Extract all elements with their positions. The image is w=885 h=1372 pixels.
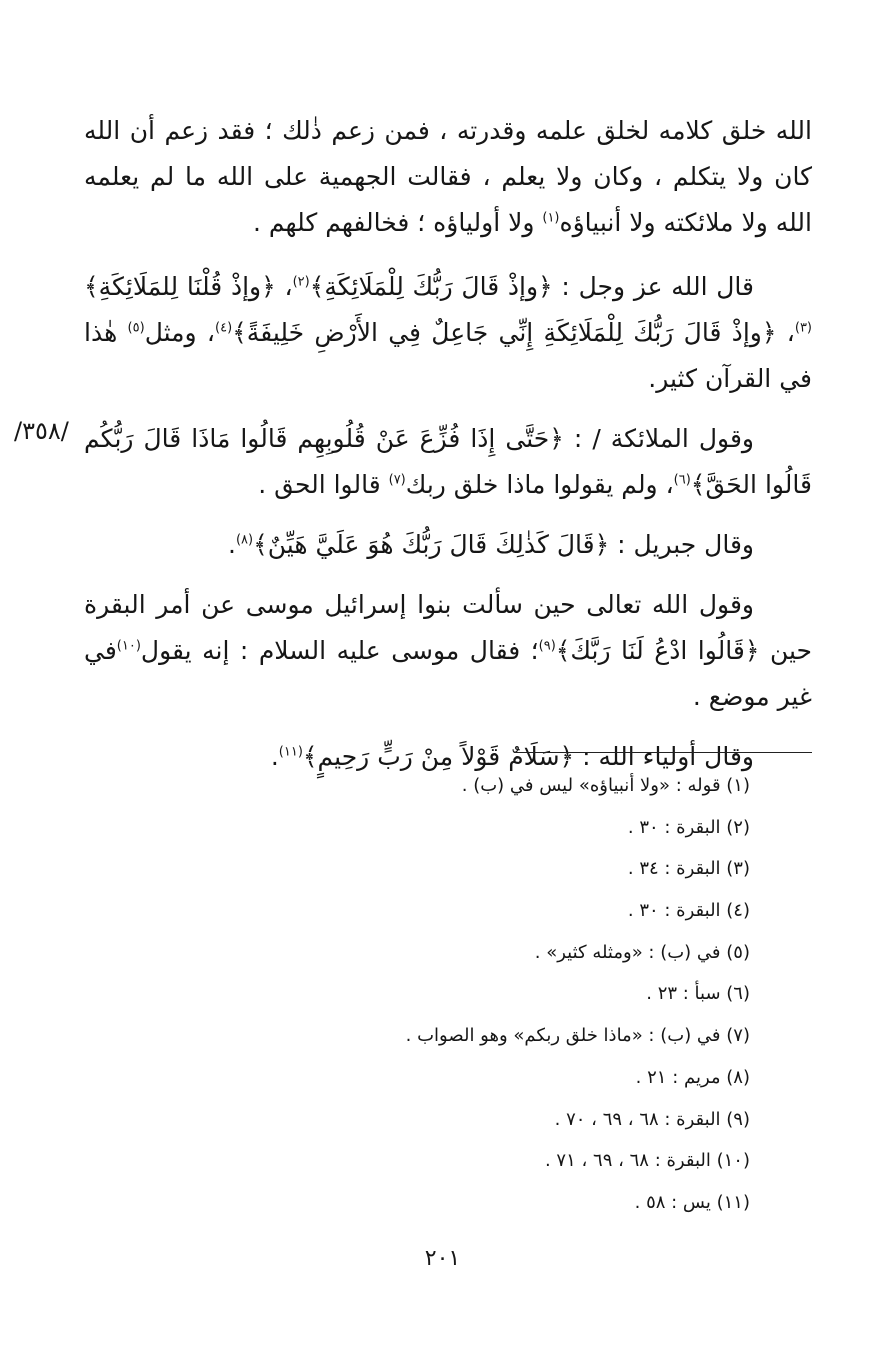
text-run: وقول الله تعالى حين سألت بنوا إسرائيل موسى عن أمر البقرة حين ﴿قَالُوا ادْعُ لَنَا رَبَّكَ﴾ (84, 590, 812, 665)
paragraph (84, 416, 812, 508)
footnote: (٦) سبأ : ٢٣ . (646, 983, 750, 1005)
text-run: قال الله عز وجل : ﴿وإذْ قَالَ رَبُّكَ لِلْمَلَائِكَةِ﴾ (309, 272, 754, 301)
footnote-separator (514, 752, 812, 753)
footnote: (٣) البقرة : ٣٤ . (627, 858, 750, 880)
paragraph (84, 264, 812, 402)
paragraph (84, 522, 812, 568)
footnotes-list (190, 768, 750, 1227)
footnote-reference: (١١) (278, 744, 303, 760)
text-run: قالوا الحق . (258, 470, 389, 499)
page-number: ٢٠١ (424, 1246, 461, 1271)
text-run: ؛ فقال موسى عليه السلام : إنه يقول (140, 636, 539, 665)
footnote: (١) قوله : «ولا أنبياؤه» ليس في (ب) . (461, 775, 750, 796)
text-run: ، ومثل (144, 318, 215, 347)
footnote-reference: (٧) (388, 472, 406, 488)
footnote: (٩) البقرة : ٦٨ ، ٦٩ ، ٧٠ . (554, 1108, 750, 1130)
text-run: وقال أولياء الله : ﴿سَلَامٌ قَوْلاً مِنْ رَبٍّ رَحِيمٍ﴾ (302, 742, 754, 771)
footnote-reference: (٨) (235, 532, 254, 548)
footnote: (٥) في (ب) : «ومثله كثير» . (534, 941, 750, 963)
footnote-reference: (٦) (673, 472, 691, 488)
footnote-reference: (٥) (127, 320, 145, 336)
main-text (84, 108, 812, 794)
text-run: ولا أولياؤه ؛ فخالفهم كلهم . (253, 208, 543, 237)
text-run: . (270, 742, 279, 771)
footnote-reference: (١٠) (116, 638, 141, 654)
footnote: (١١) يس : ٥٨ . (634, 1191, 750, 1213)
text-run: الله خلق كلامه لخلق علمه وقدرته ، فمن زعم ذٰلك ؛ فقد زعم أن الله كان ولا يتكلم ، وكان ولا يعلم ، فقالت الجهمية على الله ما لم يعلمه الله ولا ملائكته ولا أنبياؤه (84, 116, 812, 237)
text-run: وقال جبريل : ﴿قَالَ كَذٰلِكَ قَالَ رَبُّكَ هُوَ عَلَيَّ هَيِّنٌ﴾ (253, 530, 754, 559)
footnote: (٨) مريم : ٢١ . (635, 1066, 750, 1088)
text-run: ، ﴿وإذْ قَالَ رَبُّكَ لِلْمَلَائِكَةِ إِنِّي جَاعِلٌ فِي الأَرْضِ خَلِيفَةً﴾ (232, 318, 795, 347)
text-run: ، ﴿وإذْ قُلْنَا لِلمَلَائِكَةِ﴾ (84, 272, 293, 301)
text-run: هٰذا في القرآن كثير. (84, 318, 812, 393)
footnote-reference: (١) (542, 210, 560, 226)
text-run: ، ولم يقولوا ماذا خلق ربك (405, 470, 674, 499)
footnote-reference: (٩) (538, 638, 556, 654)
footnote: (١٠) البقرة : ٦٨ ، ٦٩ ، ٧١ . (544, 1150, 750, 1172)
footnote-reference: (٤) (215, 320, 233, 336)
paragraph (84, 108, 812, 246)
footnote-reference: (٣) (794, 320, 812, 336)
manuscript-folio-marker: /٣٥٨/ (14, 417, 69, 445)
footnote: (٧) في (ب) : «ماذا خلق ربكم» وهو الصواب . (405, 1025, 750, 1047)
text-run: في غير موضع . (84, 636, 812, 711)
footnote-reference: (٢) (292, 274, 310, 290)
paragraph (84, 582, 812, 720)
footnote: (٢) البقرة : ٣٠ . (627, 816, 750, 838)
text-run: وقول الملائكة / : ﴿حَتَّى إِذَا فُزِّعَ عَنْ قُلُوبِهِم قَالُوا مَاذَا قَالَ رَبُّكُم قَالُوا الحَقَّ﴾ (84, 424, 812, 499)
text-run: . (228, 530, 236, 559)
footnote: (٤) البقرة : ٣٠ . (627, 900, 750, 922)
